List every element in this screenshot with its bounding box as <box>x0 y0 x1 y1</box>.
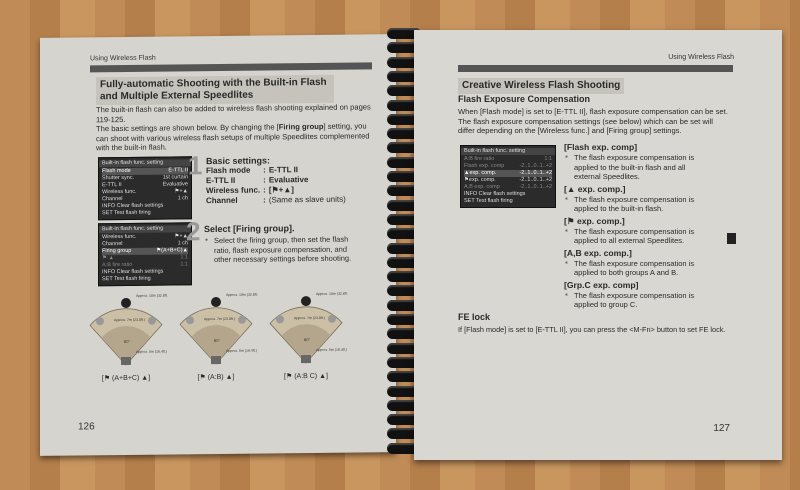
comp-item-heading: [A,B exp. comp.] <box>564 247 632 258</box>
description-text: When [Flash mode] is set to [E-TTL II], flash exposure compensation can be set. The flash exposure compensation settings (see below) which can be set will differ depending on the [Wireless func.] and [Firing group] settings. <box>458 107 728 136</box>
menu-value: E-TTL II <box>168 167 188 174</box>
menu-row <box>464 163 552 170</box>
menu-label: A,B exp. comp <box>464 184 500 190</box>
menu-row <box>464 156 552 163</box>
page-header: Using Wireless Flash <box>668 54 734 61</box>
left-page <box>40 34 396 456</box>
menu-label: Firing group <box>102 247 132 255</box>
menu-label: Channel <box>102 196 123 203</box>
near-distance-label: Approx. 5m (16.4ft.) <box>226 348 257 353</box>
menu-label: Wireless func. <box>102 188 137 196</box>
menu-row <box>464 177 552 184</box>
menu-label: ⚑:▲ <box>102 255 114 262</box>
menu-footer-test: SET Test flash firing <box>102 275 151 283</box>
header-rule <box>90 62 372 72</box>
menu-value: ⚑+▲ <box>174 233 188 240</box>
step-number-1: 1 <box>188 150 203 181</box>
menu-value: 1:1 <box>180 254 188 261</box>
step-2 <box>204 223 354 265</box>
menu-value: 1 ch <box>177 195 188 202</box>
menu-label: A:B fire ratio <box>464 156 495 162</box>
menu-row <box>464 184 552 191</box>
section-title: Fully-automatic Shooting with the Built-in Flash and Multiple External Speedlites <box>96 75 334 105</box>
near-distance-label: Approx. 5m (16.4ft.) <box>136 349 167 354</box>
text-bold: Firing group <box>278 122 324 132</box>
menu-value: -2..1..0..1..+2 <box>519 177 552 183</box>
intro-paragraph-1: The built-in flash can also be added to wireless flash shooting explained on pages 119-125. <box>96 102 371 124</box>
menu-value: -2..1..0..1..+2 <box>519 163 552 169</box>
exposure-comp-list <box>564 142 714 312</box>
comp-item <box>564 280 714 310</box>
menu-footer-clear: INFO Clear flash settings <box>102 202 164 210</box>
comp-item-heading: [▲ exp. comp.] <box>564 183 626 194</box>
setting-cell: [⚑+▲] <box>268 185 294 195</box>
menu-label: Flash exp. comp <box>464 163 505 169</box>
text: ] setting, you can shoot with various wireless flash setups of multiple Speedlites complemented with the built-in flash. <box>96 121 370 153</box>
menu-footer-test: SET Test flash firing <box>102 209 151 217</box>
subject-icon <box>121 298 131 308</box>
subject-icon <box>211 297 221 307</box>
menu-value: 1 ch <box>177 240 188 247</box>
angle-label: 80° <box>124 338 131 344</box>
angle-label: 80° <box>304 337 311 343</box>
step-bullet: ● Select the firing group, then set the flash ratio, flash exposure compensation, and other necessary settings before shooting. <box>204 235 354 265</box>
comp-item <box>564 216 714 246</box>
camera-menu-screen <box>460 145 556 208</box>
comp-item-text: ● The flash exposure compensation is applied to the built-in flash and all external Speedlites. <box>564 153 714 182</box>
diagram <box>84 291 168 382</box>
text: The basic settings are shown below. By changing the [ <box>96 122 279 134</box>
menu-label: Wireless func. <box>102 233 137 241</box>
menu-label: E-TTL II <box>102 182 122 189</box>
menu-label: Channel <box>102 241 123 248</box>
intro-paragraph-2 <box>96 122 374 154</box>
setting-cell: Channel <box>206 195 238 206</box>
menu-label: A:B fire ratio <box>102 261 133 269</box>
camera-icon <box>121 357 131 365</box>
camera-icon <box>301 355 311 363</box>
menu-footer-clear: INFO Clear flash settings <box>464 191 526 197</box>
setting-row <box>206 195 349 206</box>
menu-value: -2..1..0..1..+2 <box>519 170 552 176</box>
comp-item <box>564 142 714 182</box>
mid-distance-label: Approx. 7m (23.0ft.) <box>294 315 325 321</box>
chapter-tab-marker <box>727 233 736 244</box>
camera-menu-screen-1 <box>98 156 192 220</box>
setting-cell: Evaluative <box>268 175 309 185</box>
setting-cell: E-TTL II <box>268 165 299 175</box>
menu-row <box>464 170 552 177</box>
subsection-title: Flash Exposure Compensation <box>458 94 591 104</box>
setting-cell: (Same as slave units) <box>268 194 346 205</box>
setting-cell: : <box>263 175 266 185</box>
menu-value: Evaluative <box>162 181 188 188</box>
menu-value: -2..1..0..1..+2 <box>519 184 552 190</box>
diagram-caption: [⚑ (A+B+C) ▲] <box>101 374 151 383</box>
mid-distance-label: Approx. 7m (23.0ft.) <box>204 316 235 322</box>
menu-footer-test: SET Test flash firing <box>464 198 513 204</box>
diagram <box>264 289 348 380</box>
comp-item <box>564 184 714 214</box>
comp-item-heading: [Flash exp. comp] <box>564 142 638 152</box>
camera-menu-screen-2 <box>98 222 192 286</box>
diagram-caption: [⚑ (A:B C) ▲] <box>284 372 328 381</box>
coverage-fan-diagram <box>84 291 168 370</box>
comp-item-heading: [Grp.C exp. comp] <box>564 279 639 290</box>
comp-item <box>564 248 714 278</box>
camera-icon <box>211 356 221 364</box>
far-distance-label: Approx. 10m (32.8ft.) <box>316 291 348 296</box>
menu-title: Built-in flash func. setting <box>461 148 555 155</box>
menu-value: 1:1 <box>180 261 188 268</box>
basic-settings-table <box>206 165 349 206</box>
fe-lock-text: If [Flash mode] is set to [E-TTL II], you can press the <M-Fn> button to set FE lock. <box>458 325 726 334</box>
diagram <box>174 290 258 381</box>
setting-cell: E-TTL II <box>206 175 236 186</box>
menu-footer-clear: INFO Clear flash settings <box>102 268 164 276</box>
intro-text <box>96 102 374 153</box>
section-title: Creative Wireless Flash Shooting <box>458 78 624 94</box>
menu-value: 1:1 <box>544 156 552 162</box>
step-1 <box>206 155 349 206</box>
comp-item-text: ● The flash exposure compensation is applied to the built-in flash. <box>564 195 714 214</box>
menu-value: ⚑+▲ <box>174 188 188 195</box>
comp-item-text: ● The flash exposure compensation is applied to both groups A and B. <box>564 259 714 278</box>
setting-cell: Wireless func. <box>206 185 261 196</box>
menu-label: ⚑exp. comp. <box>464 177 496 183</box>
page-header: Using Wireless Flash <box>90 54 156 63</box>
setting-cell: Flash mode <box>206 165 251 176</box>
menu-title: Built-in flash func. setting <box>99 159 191 167</box>
menu-value: ⚑(A+B+C)▲ <box>156 247 188 254</box>
coverage-fan-diagram <box>174 290 258 369</box>
right-page <box>414 30 782 460</box>
comp-item-text: ● The flash exposure compensation is applied to all external Speedlites. <box>564 227 714 246</box>
menu-title: Built-in flash func. setting <box>99 225 191 233</box>
coverage-fan-diagram <box>264 289 348 368</box>
setting-cell: : <box>263 195 266 205</box>
mid-distance-label: Approx. 7m (23.0ft.) <box>114 317 145 323</box>
header-rule <box>458 65 733 72</box>
comp-item-heading: [⚑ exp. comp.] <box>564 215 625 226</box>
page-number: 127 <box>713 423 730 434</box>
step-title: Basic settings: <box>206 155 271 167</box>
diagram-caption: [⚑ (A:B) ▲] <box>197 373 235 382</box>
setting-cell: : <box>263 165 266 175</box>
near-distance-label: Approx. 5m (16.4ft.) <box>316 347 347 352</box>
far-distance-label: Approx. 10m (32.8ft.) <box>136 293 168 298</box>
firing-group-diagrams <box>84 289 348 383</box>
menu-label: Shutter sync. <box>102 174 135 182</box>
subject-icon <box>301 296 311 306</box>
menu-value: 1st curtain <box>162 174 188 181</box>
step-title: Select [Firing group]. <box>204 223 295 235</box>
menu-label: ▲exp. comp. <box>464 170 497 176</box>
fe-lock-title: FE lock <box>458 312 491 322</box>
step-number-2: 2 <box>186 216 201 247</box>
page-number: 126 <box>78 421 95 433</box>
angle-label: 80° <box>214 337 221 344</box>
far-distance-label: Approx. 10m (32.8ft.) <box>226 292 258 297</box>
comp-item-text: ● The flash exposure compensation is applied to group C. <box>564 291 714 310</box>
menu-label: Flash mode <box>102 167 131 175</box>
setting-cell: : <box>263 185 266 195</box>
